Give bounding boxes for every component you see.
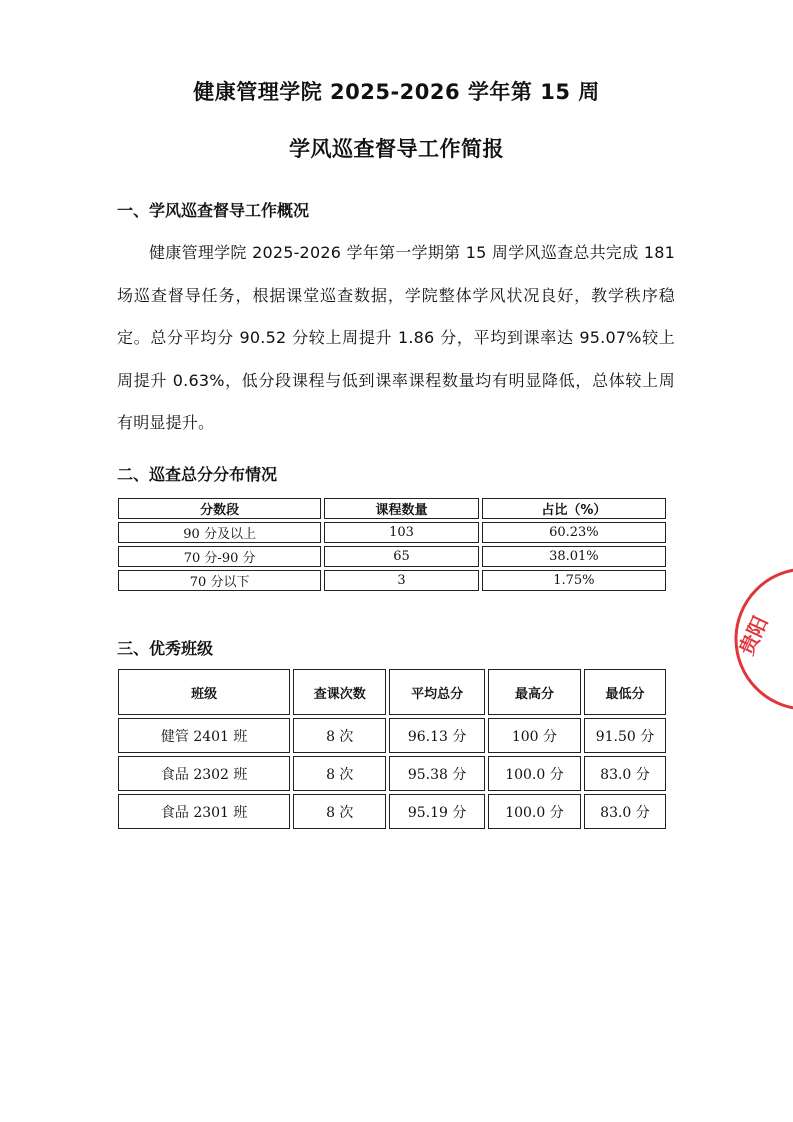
table-cell: 103: [324, 522, 478, 543]
table-cell: 100 分: [488, 718, 581, 753]
table-cell: 70 分以下: [118, 570, 321, 591]
table-cell: 91.50 分: [584, 718, 666, 753]
table-header-row: [118, 669, 666, 715]
table-cell: 1.75%: [482, 570, 666, 591]
table-cell: 70 分-90 分: [118, 546, 321, 567]
table-row: [118, 522, 666, 543]
table-header-row: [118, 498, 666, 519]
table-cell: 90 分及以上: [118, 522, 321, 543]
table-cell: 83.0 分: [584, 756, 666, 791]
report-title-line1: 健康管理学院 2025-2026 学年第 15 周: [193, 80, 600, 104]
table-cell: 100.0 分: [488, 756, 581, 791]
section2-heading: 二、巡查总分分布情况: [117, 465, 278, 484]
table-cell: 健管 2401 班: [118, 718, 290, 753]
table-cell: 95.19 分: [389, 794, 485, 829]
table-row: [118, 756, 666, 791]
seal-text: 贵阳: [733, 612, 773, 659]
table-cell: 食品 2301 班: [118, 794, 290, 829]
column-header: 查课次数: [293, 669, 386, 715]
report-title-line2: 学风巡查督导工作简报: [289, 137, 504, 161]
table-cell: 8 次: [293, 794, 386, 829]
column-header: 占比（%）: [482, 498, 666, 519]
column-header: 最高分: [488, 669, 581, 715]
table-row: [118, 718, 666, 753]
column-header: 最低分: [584, 669, 666, 715]
column-header: 平均总分: [389, 669, 485, 715]
section1-heading: 一、学风巡查督导工作概况: [117, 201, 310, 220]
table-cell: 60.23%: [482, 522, 666, 543]
table-cell: 食品 2302 班: [118, 756, 290, 791]
table-row: [118, 794, 666, 829]
table-cell: 8 次: [293, 756, 386, 791]
section1-paragraph: 健康管理学院 2025-2026 学年第一学期第 15 周学风巡查总共完成 181 场巡查督导任务，根据课堂巡查数据，学院整体学风状况良好，教学秩序稳定。总分平均分 90.52 分较上周提升 1.86 分，平均到课率达 95.07%较上周提升 0.63%，低分段课程与低到课率课程数量均有明显降低，总体较上周有明显提升。: [117, 243, 675, 432]
table-cell: 65: [324, 546, 478, 567]
excellent-classes-table: [115, 666, 669, 832]
table-row: [118, 546, 666, 567]
score-distribution-table: [115, 495, 669, 594]
table-cell: 8 次: [293, 718, 386, 753]
table-cell: 83.0 分: [584, 794, 666, 829]
table-cell: 38.01%: [482, 546, 666, 567]
table-cell: 96.13 分: [389, 718, 485, 753]
column-header: 分数段: [118, 498, 321, 519]
table-cell: 3: [324, 570, 478, 591]
table-row: [118, 570, 666, 591]
column-header: 课程数量: [324, 498, 478, 519]
official-seal-stamp: [728, 565, 793, 715]
section3-heading: 三、优秀班级: [117, 639, 214, 658]
table-cell: 95.38 分: [389, 756, 485, 791]
column-header: 班级: [118, 669, 290, 715]
table-cell: 100.0 分: [488, 794, 581, 829]
